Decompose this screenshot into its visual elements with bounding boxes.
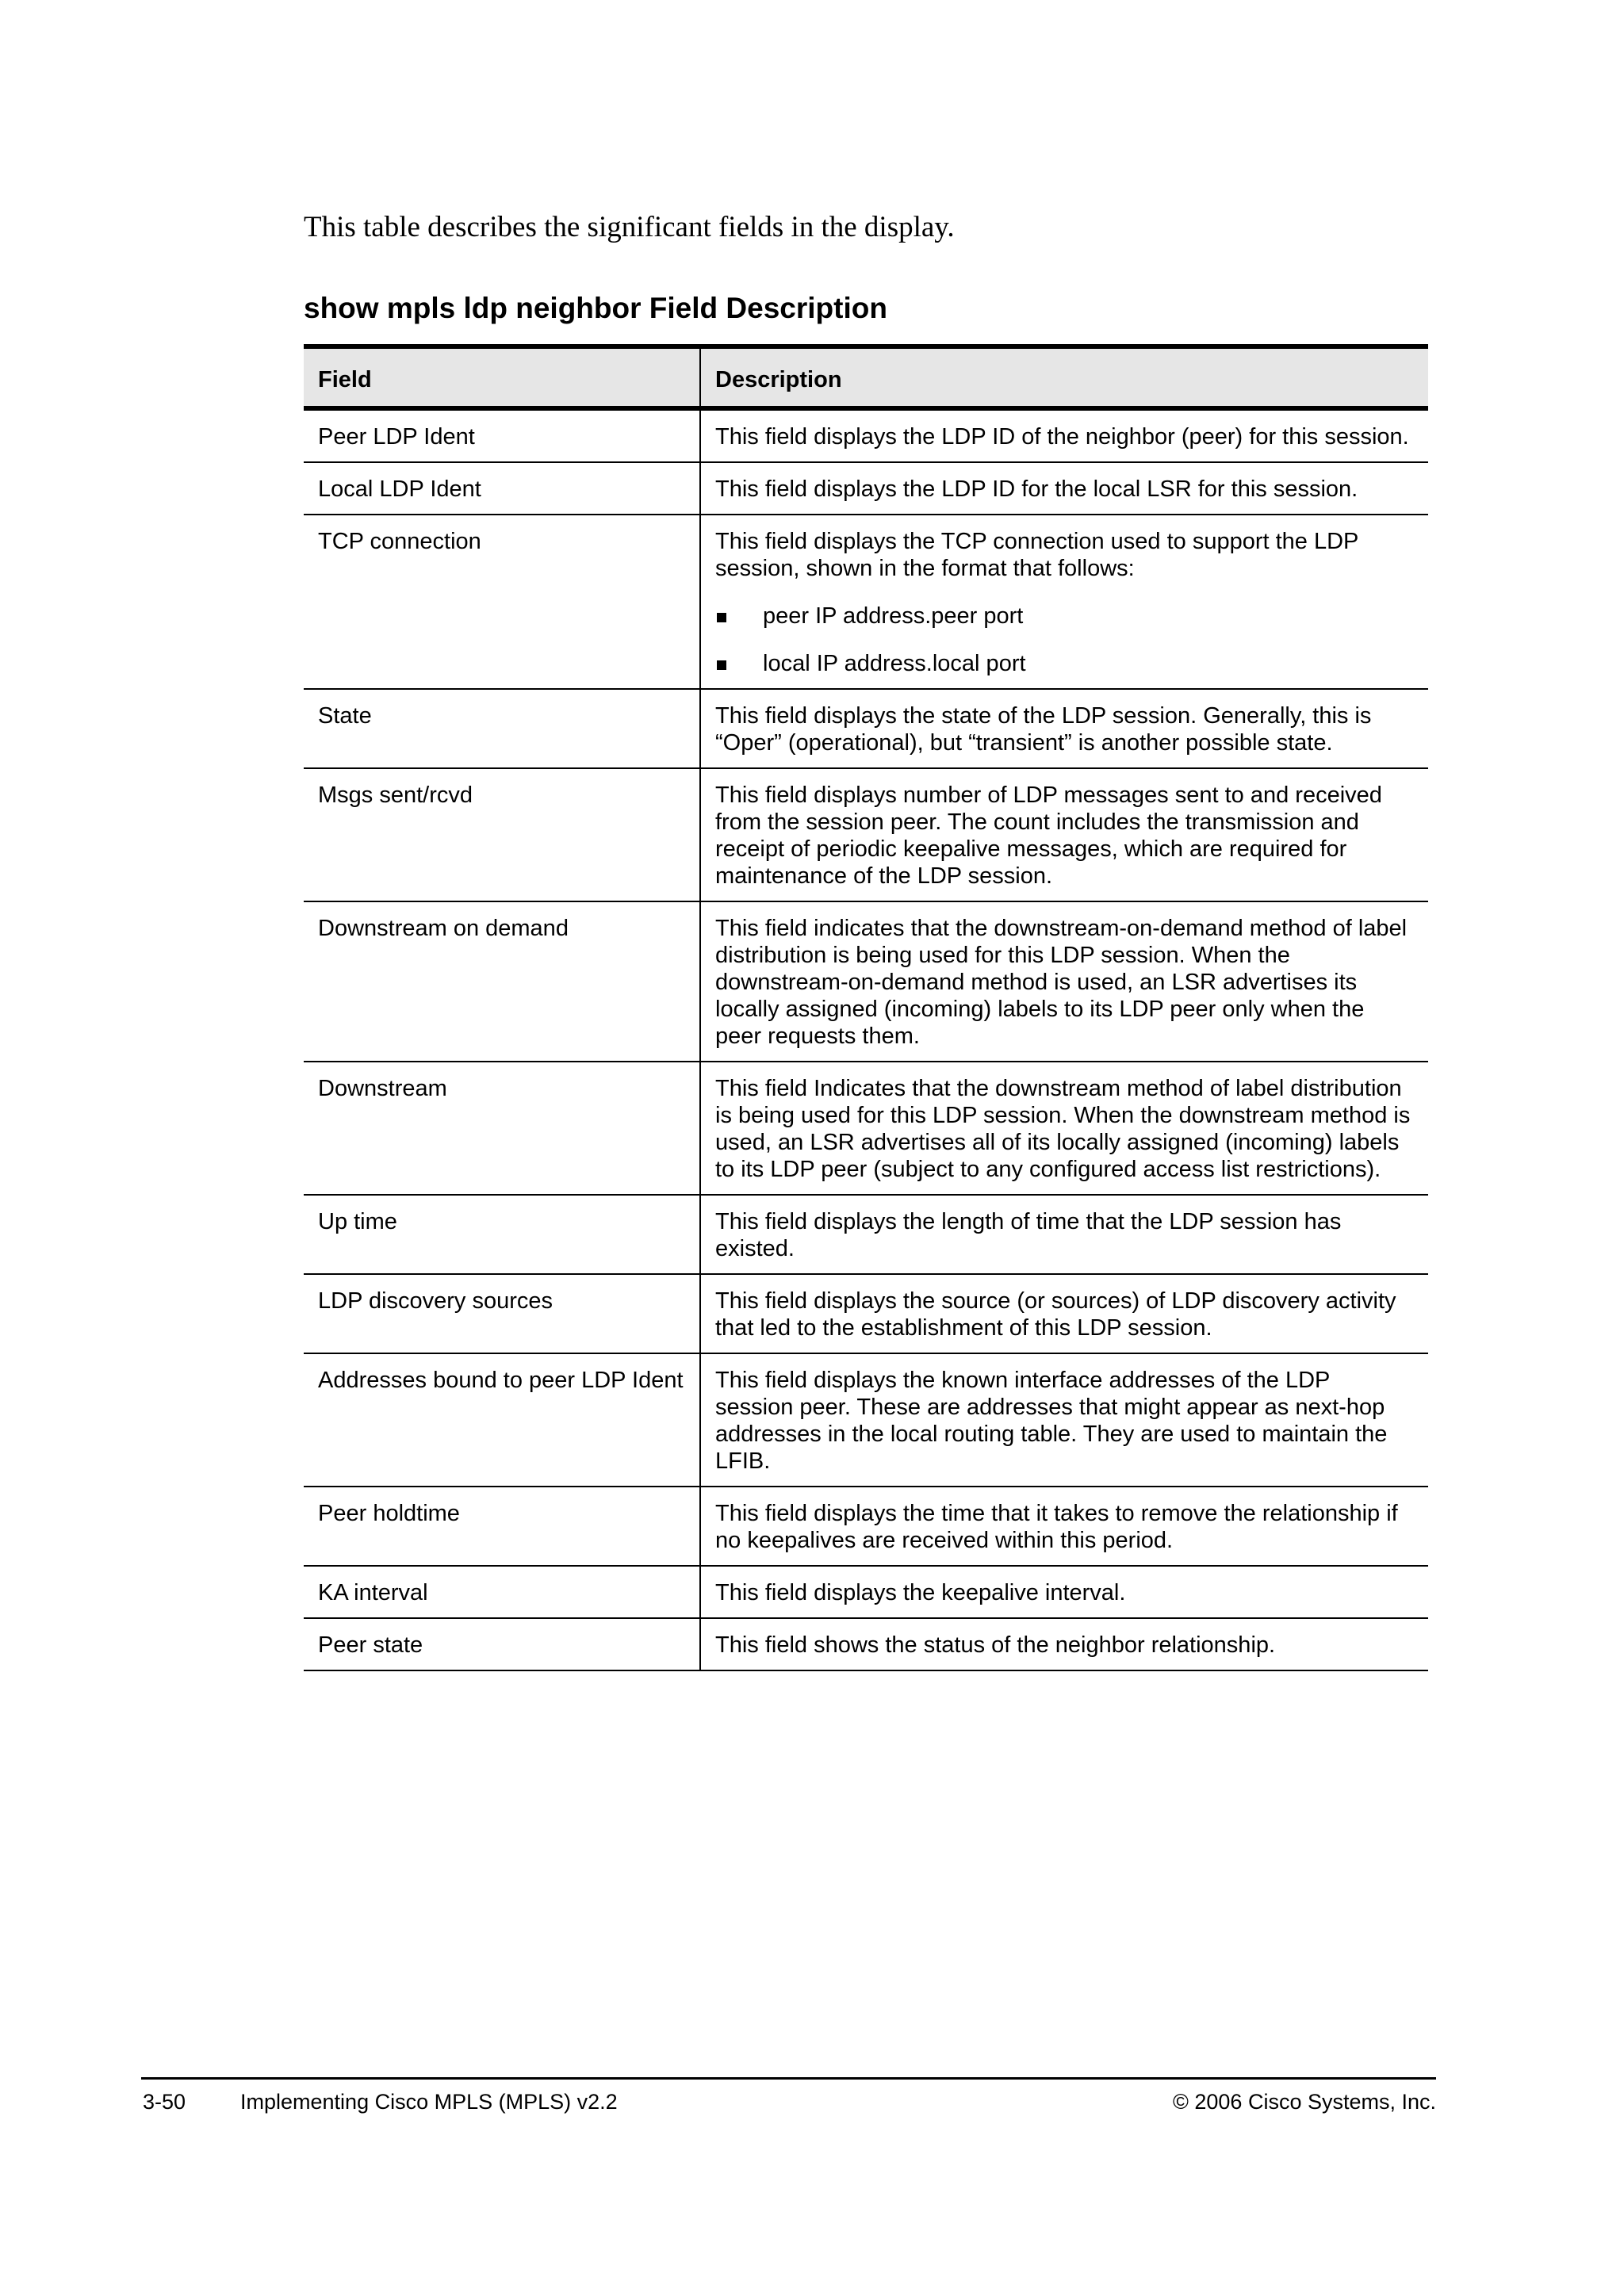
table-row [304,1353,1428,1487]
field-cell: Msgs sent/rcvd [304,768,700,901]
table-row [304,1274,1428,1353]
description-cell: This field displays the LDP ID for the local LSR for this session. [700,462,1428,515]
bullet-text: local IP address.local port [763,651,1026,676]
table-row [304,768,1428,901]
field-cell: Downstream on demand [304,901,700,1062]
description-cell: This field displays the keepalive interval. [700,1566,1428,1618]
table-row [304,901,1428,1062]
description-cell: This field shows the status of the neighbor relationship. [700,1618,1428,1670]
description-text: This field displays the TCP connection used to support the LDP session, shown in the format that follows: [715,529,1358,581]
field-cell: Addresses bound to peer LDP Ident [304,1353,700,1487]
field-cell: KA interval [304,1566,700,1618]
table-row [304,515,1428,689]
table-row [304,408,1428,462]
table-row [304,1566,1428,1618]
table-row [304,1618,1428,1670]
description-cell [700,515,1428,689]
field-cell: Local LDP Ident [304,462,700,515]
field-cell: State [304,689,700,768]
table-row [304,1195,1428,1274]
bullet-item [715,603,1414,629]
bullet-list [715,603,1414,677]
square-bullet-icon [717,613,726,622]
field-cell: Peer state [304,1618,700,1670]
copyright-notice: © 2006 Cisco Systems, Inc. [1172,2090,1436,2114]
field-description-table [304,344,1428,1671]
intro-paragraph: This table describes the significant fields in the display. [304,211,955,243]
bullet-text: peer IP address.peer port [763,603,1024,629]
table-header-row [304,346,1428,408]
description-cell: This field displays the source (or sources) of LDP discovery activity that led to the establishment of this LDP session. [700,1274,1428,1353]
bullet-item [715,650,1414,677]
description-cell: This field displays the state of the LDP session. Generally, this is “Oper” (operational), but “transient” is another possible state. [700,689,1428,768]
field-cell: TCP connection [304,515,700,689]
table-row [304,1487,1428,1566]
field-cell: Downstream [304,1062,700,1195]
description-cell: This field indicates that the downstream-on-demand method of label distribution is being used for this LDP session. When the downstream-on-demand method is used, an LSR advertises its locally assigned (incoming) labels to its LDP peer only when the peer requests them. [700,901,1428,1062]
book-title: Implementing Cisco MPLS (MPLS) v2.2 [240,2090,618,2114]
description-cell: This field displays number of LDP messages sent to and received from the session peer. The count includes the transmission and receipt of periodic keepalive messages, which are required for maintenance of the LDP session. [700,768,1428,901]
page-number: 3-50 [143,2090,186,2114]
footer-divider [141,2077,1436,2080]
table-title: show mpls ldp neighbor Field Description [304,292,887,324]
table-row [304,462,1428,515]
description-cell: This field displays the LDP ID of the neighbor (peer) for this session. [700,408,1428,462]
table-row [304,689,1428,768]
description-cell: This field Indicates that the downstream method of label distribution is being used for this LDP session. When the downstream method is used, an LSR advertises all of its locally assigned (incoming) labels to its LDP peer (subject to any configured access list restrictions). [700,1062,1428,1195]
description-cell: This field displays the time that it takes to remove the relationship if no keepalives are received within this period. [700,1487,1428,1566]
description-cell: This field displays the known interface addresses of the LDP session peer. These are addresses that might appear as next-hop addresses in the local routing table. They are used to maintain the LFIB. [700,1353,1428,1487]
field-cell: Peer holdtime [304,1487,700,1566]
table-row [304,1062,1428,1195]
field-cell: Up time [304,1195,700,1274]
square-bullet-icon [717,660,726,670]
field-cell: Peer LDP Ident [304,408,700,462]
header-description: Description [700,346,1428,408]
header-field: Field [304,346,700,408]
field-cell: LDP discovery sources [304,1274,700,1353]
description-cell: This field displays the length of time that the LDP session has existed. [700,1195,1428,1274]
